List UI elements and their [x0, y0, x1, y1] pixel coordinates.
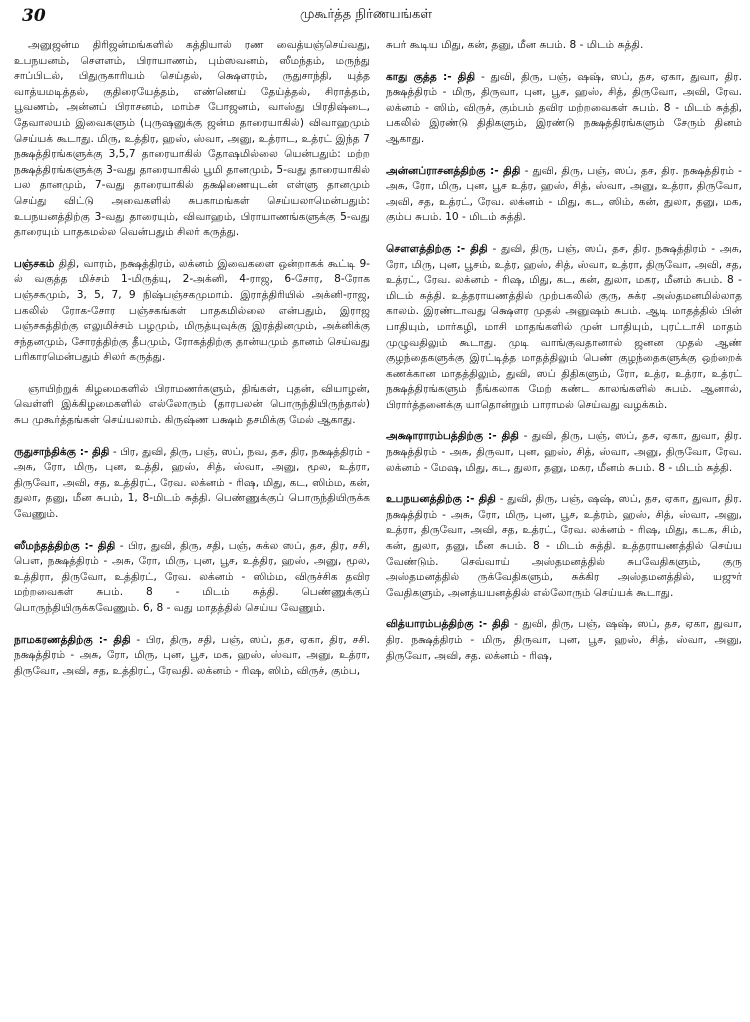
paragraph-weekdays — [14, 382, 370, 429]
paragraph-aksharabhyasam — [386, 429, 742, 476]
paragraph-tarabala — [14, 38, 370, 241]
paragraph-text: ஞாயிற்றுக் கிழமைகளில் பிராமணர்களும், திங்கள், புதன், வியாழன், வெள்ளி இக்கிழமைகளில் எல்லோரும் (தாரபலன் பொருந்தியிருந்தால்) சுப முகூர்த்தங்கள் செய்யலாம். கிருஷ்ண பக்ஷம் தசமிக்கு மேல் ஆகாது. — [14, 382, 370, 427]
paragraph-text: சுபர் கூடிய மிது, கன், தனு, மீன சுபம். 8 - மிடம் சுத்தி. — [386, 39, 644, 51]
section-heading: சௌளத்திற்கு :- திதி — [386, 242, 488, 255]
section-heading: அன்னப்ராசனத்திற்கு :- திதி — [386, 164, 521, 177]
paragraph-text: - துவி, திரு, பஞ், ஸப், தச, திர. நக்ஷத்திரம் - அசு, ரோ, மிரு, புன, பூச உத்ர, ஹஸ், சித், ஸ்வா, அனு, உத்ரா, திருவோ, அவி, சத, உத்ரட், ரேவ. லக்னம் - மிது, கட, ஸிம், கன், துலா, தனு, மக, கும்ப சுபம். 10 - மிடம் சுத்தி. — [386, 164, 742, 224]
paragraph-choulam — [386, 242, 742, 414]
paragraph-namakaranam — [14, 633, 370, 680]
section-heading: பஞ்சகம் — [14, 257, 55, 270]
section-heading: வித்யாரம்பத்திற்கு :- திதி — [386, 618, 510, 631]
paragraph-text: அனுஜன்ம திரிஜன்மங்களில் கத்தியால் ரண வைத்யஞ்செய்வது, உபநயனம், சௌளம், பிராயாணம், பும்ஸவனம், ஸீமந்தம், மருந்து சாப்பிடல், பிதுருகாரியம் செய்தல், க்ஷௌரம், ருதுசாந்தி, யுத்த வாத்யமடித்தல், குதிரையேத்தம், எண்ணெய் தேய்த்தல், சிராத்தம், பூவணம், அன்னப் பிராசனம், மாம்ச போஜனம், வாஸ்து பிரதிஷ்டை, தேவாலயம் இவைகளும் (புருஷனுக்கு ஜன்ம தாரையாகில்) விவாஹமும் செய்யக் கூடாது. மிரு, உத்திர, ஹஸ், ஸ்வா, அனு, உத்ராட, உத்ரட் இந்த 7 நக்ஷத்திரங்களுக்கு 3,5,7 தாரையாகில் தோஷமில்லை யென்பதும்: மற்ற நக்ஷத்திரங்களுக்கு 3-வது தாரையாகில் பூமி தானமும், 5-வது தாரையாகில் பல தானமும், 7-வது தாரையாகில் தக்ஷிணையுடன் எள்ளு தானமும் செய்து விட்டு அவைகளில் சுபகாமங்கள் செய்யலாமென்பதும்: உபநயனத்திற்கு 3-வது தாரையும், விவாஹம், பிராயாணங்களுக்கு 5-வது தாரையும் பாதகமல்ல வென்பதும் சிலர் கருத்து. — [14, 39, 370, 239]
paragraph-ear-piercing — [386, 70, 742, 148]
page-number: 30 — [22, 6, 46, 26]
paragraph-ruthusanthi — [14, 445, 370, 523]
paragraph-panchakam — [14, 257, 370, 366]
paragraph-text: - துவி, திரு, பஞ், ஷஷ், ஸப், தச, ஏகா, துவா, திர. நக்ஷத்திரம் - மிரு, திருவா, புன, பூச, ஹஸ், சித், ஸ்வா, அனு, திருவோ, அவி, சத. லக்னம் - ரிஷ, — [386, 618, 742, 662]
page-title: முகூர்த்த நிர்ணயங்கள் — [300, 7, 433, 22]
paragraph-text: - துவி, திரு, பஞ், ஷஷ், ஸப், தச, ஏகா, துவா, திர. நக்ஷத்திரம் - அசு, ரோ, மிரு, புன, பூச, உத்ரம், ஹஸ், சித், ஸ்வா, அனு, உத்ரா, திருவோ, அவி, சத, உத்ரட், ரேவ. லக்னம் - ரிஷ, மிது, கடக, சிம், கன், துலா, தனு, மீன சுபம். 8 - மிடம் சுத்தி. உத்தராயணத்தில் செய்ய வேண்டும். செவ்வாய் அஸ்தமனத்தில் சுபவேதிகளும், குரு அஸ்தமனத்தில் ருக்வேதிகளும், சுக்கிர அஸ்தமனத்தில், யஜுர் வேதிகளும், அனத்யயனத்தில் எல்லோரும் செய்யக் கூடாது. — [386, 493, 742, 599]
paragraph-text: திதி, வாரம், நக்ஷத்திரம், லக்னம் இவைகளை ஒன்றாகக் கூட்டி 9-ல் வகுத்த மிச்சம் 1-மிருத்யு, 2-அக்னி, 4-ராஜ, 6-சோர, 8-ரோக பஞ்சகமும், 3, 5, 7, 9 நிஷ்பஞ்சகமுமாம். இராத்திரியில் அக்னி-ராஜ, பகலில் ரோக-சோர பஞ்சகங்கள் பாதகமில்லை என்பதும், இராஜ பஞ்சகத்திற்கு எலுமிச்சம் பழமும், மிருத்யுவுக்கு இரத்தினமும், அக்னிக்கு சந்தனமும், சோரத்திற்கு தீபமும், ரோகத்திற்கு தான்யமும் தானம் செய்வது பரிகாரமென்பதும் சிலர் கருத்து. — [14, 257, 370, 364]
paragraph-text: - துவி, திரு, பஞ், ஷஷ், ஸப், தச, ஏகா, துவா, திர. நக்ஷத்திரம் - மிரு, திருவா, புன, பூச, ஹஸ், சித், திருவோ, அவி, ரேவ. லக்னம் - ஸிம், விருச், கும்பம் தவிர மற்றவைகள் சுபம். 8 - மிடம் சுத்தி, பகலில் இரண்டு திதிகளும், இரண்டு நக்ஷத்திரங்களும் சேரும் தினம் ஆகாது. — [386, 70, 742, 145]
paragraph-seemantham — [14, 539, 370, 617]
paragraph-annaprasanam — [386, 164, 742, 226]
paragraph-text: - பிர, துவி, திரு, பஞ், ஸப், நவ, தச, திர, நக்ஷத்திரம் - அசு, ரோ, மிரு, புன, உத்தி, ஹஸ், சித், ஸ்வா, அனு, மூல, உத்ரா, திருவோ, அவி, சத, உத்திரட், ரேவ. லக்னம் - ரிஷ, மிது, கட, ஸிம்ம, கன், துலா, தனு, மீன சுபம், 1, 8-மிடம் சுத்தி. பெண்ணுக்குப் பொருந்தியிருக்க வேணும். — [14, 445, 370, 521]
paragraph-continuation — [386, 38, 742, 54]
paragraph-text: - துவி, திரு, பஞ், ஸப், தச, திர. நக்ஷத்திரம் - அசு, ரோ, மிரு, புன, பூசம், உத்ர, ஹஸ், சித், ஸ்வா, உத்ரா, திருவோ, அவி, சத, உத்ரட், ரேவ. லக்னம் - ரிஷ, மிது, கட, கன், துலா, மகர, மீனம் சுபம். 8 - மிடம் சுத்தி. உத்தராயணத்தில் முற்பகலில் குரு, சுக்ர அஸ்தமனமில்லாத காலம். இரண்டாவது க்ஷௌர முதல் அனுஷம் சுபம். ஆடி மாதத்தில் பின் பாதியும், மார்கழி, மாசி மாதங்களில் முன் பாதியும், புரட்டாசி மாதம் முழுவதிலும் கூடாது. முடி வாங்குவதானால் ஜனன முதல் ஆண் குழந்தைகளுக்கு இரட்டித்த மாதத்திலும் பெண் குழந்தைகளுக்கு ஒற்றைக் கணக்கான மாதத்திலும், துவி, ஸப் திதிகளும், ரோ, உத்ர, உத்ரா, உத்ரட் நக்ஷத்திரங்களும் நீங்கலாக மேற் கண்ட காலங்களில் சுபம். ஆனால், பிரார்த்தனைக்கு யாதொன்றும் பாராமல் செய்வது வழக்கம். — [386, 242, 742, 411]
section-heading: காது குத்த :- திதி — [386, 70, 476, 83]
paragraph-vidyarambam — [386, 617, 742, 664]
section-heading: உபநயனத்திற்கு :- திதி — [386, 493, 496, 506]
section-heading: ருதுசாந்திக்கு :- திதி — [14, 445, 110, 458]
section-heading: ஸீமந்தத்திற்கு :- திதி — [14, 539, 116, 552]
paragraph-text: - பிர, திரு, சதி, பஞ், ஸப், தச, ஏகா, திர, சசி. நக்ஷத்திரம் - அசு, ரோ, மிரு, புன, பூச, மக, ஹஸ், ஸ்வா, அனு, உத்ரா, திருவோ, அவி, சத, உத்திரட், ரேவதி. லக்னம் - ரிஷ, ஸிம், விருச், கும்ப, — [14, 633, 370, 677]
paragraph-upanayanam — [386, 492, 742, 601]
page-header — [0, 6, 750, 28]
right-column — [386, 38, 742, 1013]
section-heading: நாமகரணத்திற்கு :- திதி — [14, 633, 131, 646]
paragraph-text: - பிர, துவி, திரு, சதி, பஞ், சுக்ல ஸப், தச, திர, சசி, பௌ, நக்ஷத்திரம் - அசு, ரோ, மிரு, புன, பூச, உத்திர, ஹஸ், அனு, மூல, உத்திரா, திருவோ, உத்திரட், ரேவ. லக்னம் - ஸிம்ம, விருச்சிக தவிர மற்றவைகள் சுபம். 8 - மிடம் சுத்தி. பெண்ணுக்குப் பொருந்தியிருக்கவேணும். 6, 8 - வது மாதத்தில் செய்ய வேணும். — [14, 539, 370, 614]
paragraph-text: - துவி, திரு, பஞ், ஸப், தச, ஏகா, துவா, திர. நக்ஷத்திரம் - அசு, திருவா, புன, ஹஸ், சித், ஸ்வா, அனு, திருவோ, ரேவ. லக்னம் - மேஷ, மிது, கட, துலா, தனு, மகர, மீனம் சுபம். 8 - மிடம் சுத்தி. — [386, 430, 742, 474]
left-column — [14, 38, 370, 1013]
section-heading: அக்ஷாராரம்பத்திற்கு :- திதி — [386, 430, 519, 443]
